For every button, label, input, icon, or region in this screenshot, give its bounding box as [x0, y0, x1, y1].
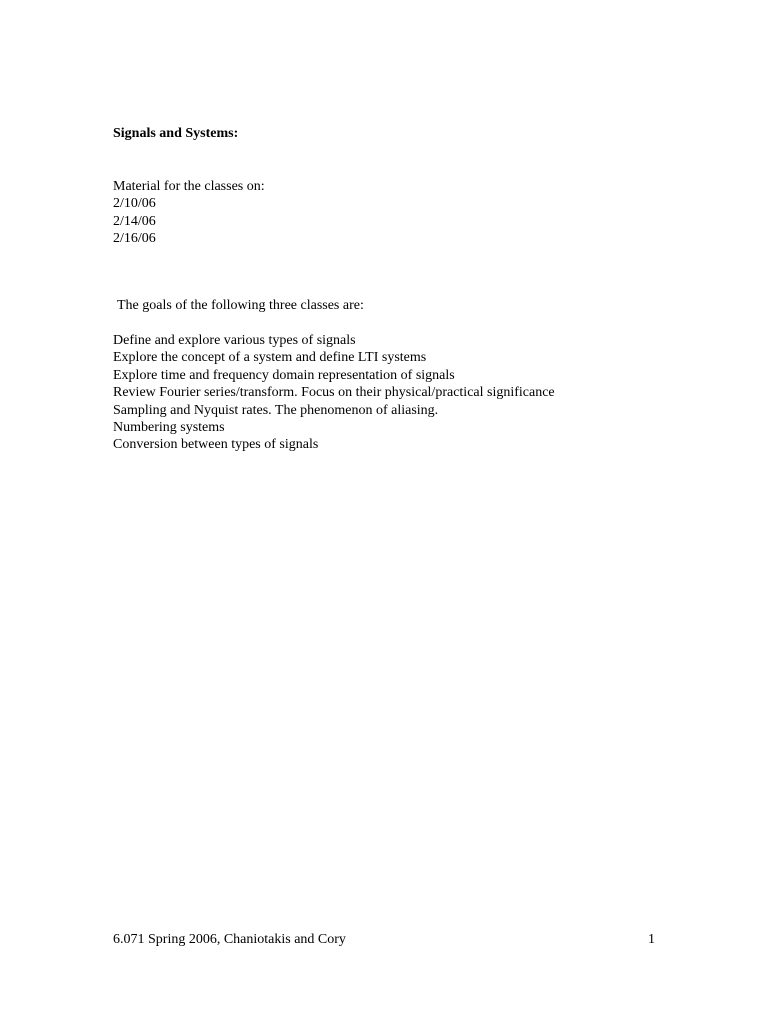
- goal-item: Review Fourier series/transform. Focus on their physical/practical significance: [113, 385, 555, 401]
- class-date: 2/16/06: [113, 231, 156, 247]
- goal-item: Explore the concept of a system and define LTI systems: [113, 350, 427, 366]
- page-number: 1: [648, 932, 655, 947]
- material-heading: Material for the classes on:: [113, 179, 265, 194]
- material-block: [113, 178, 265, 248]
- class-date: 2/14/06: [113, 213, 156, 229]
- goal-item: Explore time and frequency domain representation of signals: [113, 367, 455, 383]
- class-date: 2/10/06: [113, 196, 156, 212]
- footer-course: 6.071 Spring 2006, Chaniotakis and Cory: [113, 932, 346, 947]
- goals-list: [113, 332, 555, 454]
- goal-item: Define and explore various types of signals: [113, 333, 356, 348]
- goal-item: Numbering systems: [113, 420, 225, 436]
- goal-item: Sampling and Nyquist rates. The phenomenon of aliasing.: [113, 402, 439, 418]
- goals-intro: The goals of the following three classes are:: [117, 298, 364, 313]
- goal-item: Conversion between types of signals: [113, 437, 319, 453]
- document-title: Signals and Systems:: [113, 126, 239, 141]
